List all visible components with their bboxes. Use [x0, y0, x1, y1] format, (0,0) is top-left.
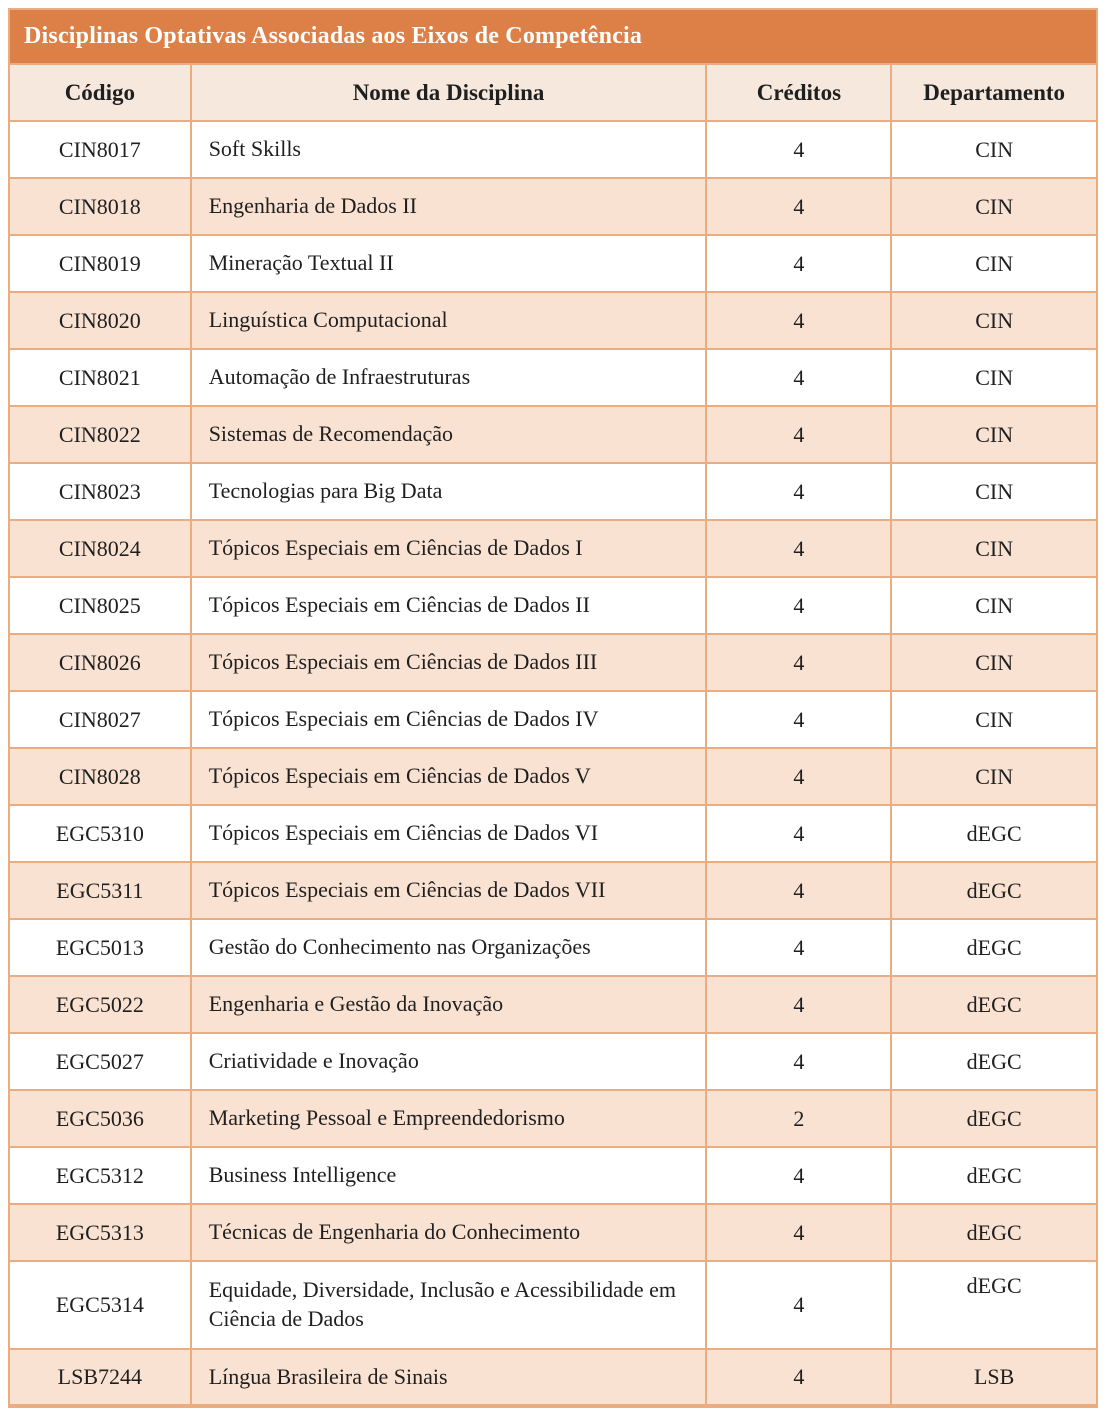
cell-departamento: CIN — [891, 520, 1097, 577]
column-header-creditos: Créditos — [706, 64, 891, 121]
cell-nome: Gestão do Conhecimento nas Organizações — [191, 919, 707, 976]
cell-departamento: CIN — [891, 349, 1097, 406]
cell-departamento: dEGC — [891, 1090, 1097, 1147]
cell-codigo: CIN8023 — [9, 463, 191, 520]
cell-creditos: 4 — [706, 691, 891, 748]
cell-departamento: CIN — [891, 292, 1097, 349]
cell-nome: Engenharia e Gestão da Inovação — [191, 976, 707, 1033]
cell-codigo: EGC5310 — [9, 805, 191, 862]
table-row — [9, 1261, 1097, 1349]
table-row — [9, 691, 1097, 748]
cell-departamento: LSB — [891, 1349, 1097, 1406]
cell-nome: Business Intelligence — [191, 1147, 707, 1204]
cell-codigo: EGC5311 — [9, 862, 191, 919]
table-row — [9, 178, 1097, 235]
cell-departamento: dEGC — [891, 805, 1097, 862]
cell-departamento: CIN — [891, 235, 1097, 292]
cell-creditos: 4 — [706, 862, 891, 919]
cell-nome: Marketing Pessoal e Empreendedorismo — [191, 1090, 707, 1147]
table-row — [9, 862, 1097, 919]
cell-codigo: LSB7244 — [9, 1349, 191, 1406]
cell-nome: Língua Brasileira de Sinais — [191, 1349, 707, 1406]
table-row — [9, 121, 1097, 178]
cell-creditos: 4 — [706, 178, 891, 235]
cell-departamento: CIN — [891, 121, 1097, 178]
table-row — [9, 349, 1097, 406]
cell-nome: Mineração Textual II — [191, 235, 707, 292]
table-row — [9, 1349, 1097, 1406]
cell-departamento: dEGC — [891, 862, 1097, 919]
column-header-nome: Nome da Disciplina — [191, 64, 707, 121]
table-row — [9, 805, 1097, 862]
cell-nome: Tópicos Especiais em Ciências de Dados III — [191, 634, 707, 691]
cell-departamento: dEGC — [891, 919, 1097, 976]
cell-nome: Tópicos Especiais em Ciências de Dados II — [191, 577, 707, 634]
cell-nome: Tópicos Especiais em Ciências de Dados VII — [191, 862, 707, 919]
table-row — [9, 1204, 1097, 1261]
cell-nome: Tópicos Especiais em Ciências de Dados VI — [191, 805, 707, 862]
cell-codigo: CIN8019 — [9, 235, 191, 292]
cell-nome: Sistemas de Recomendação — [191, 406, 707, 463]
cell-departamento: CIN — [891, 691, 1097, 748]
cell-codigo: EGC5022 — [9, 976, 191, 1033]
cell-creditos: 4 — [706, 235, 891, 292]
table-row — [9, 919, 1097, 976]
cell-departamento: CIN — [891, 748, 1097, 805]
table-row — [9, 406, 1097, 463]
table-title-row — [9, 9, 1097, 64]
cell-creditos: 2 — [706, 1090, 891, 1147]
table-row — [9, 292, 1097, 349]
cell-creditos: 4 — [706, 1204, 891, 1261]
cell-codigo: CIN8021 — [9, 349, 191, 406]
cell-codigo: CIN8020 — [9, 292, 191, 349]
cell-creditos: 4 — [706, 1033, 891, 1090]
cell-departamento: dEGC — [891, 1261, 1097, 1349]
cell-creditos: 4 — [706, 748, 891, 805]
table-row — [9, 1033, 1097, 1090]
cell-nome: Técnicas de Engenharia do Conhecimento — [191, 1204, 707, 1261]
cell-nome: Tópicos Especiais em Ciências de Dados I — [191, 520, 707, 577]
column-header-departamento: Departamento — [891, 64, 1097, 121]
cell-codigo: EGC5312 — [9, 1147, 191, 1204]
table-row — [9, 748, 1097, 805]
cell-creditos: 4 — [706, 406, 891, 463]
cell-departamento: dEGC — [891, 976, 1097, 1033]
cell-departamento: dEGC — [891, 1204, 1097, 1261]
cell-creditos: 4 — [706, 463, 891, 520]
cell-nome: Criatividade e Inovação — [191, 1033, 707, 1090]
table-row — [9, 634, 1097, 691]
cell-codigo: EGC5036 — [9, 1090, 191, 1147]
cell-creditos: 4 — [706, 121, 891, 178]
cell-creditos: 4 — [706, 976, 891, 1033]
cell-departamento: CIN — [891, 463, 1097, 520]
cell-creditos: 4 — [706, 634, 891, 691]
table-row — [9, 1090, 1097, 1147]
cell-nome: Automação de Infraestruturas — [191, 349, 707, 406]
cell-codigo: CIN8027 — [9, 691, 191, 748]
cell-creditos: 4 — [706, 349, 891, 406]
cell-codigo: CIN8022 — [9, 406, 191, 463]
cell-codigo: CIN8018 — [9, 178, 191, 235]
cell-nome: Engenharia de Dados II — [191, 178, 707, 235]
cell-nome: Linguística Computacional — [191, 292, 707, 349]
cell-departamento: CIN — [891, 577, 1097, 634]
table-row — [9, 463, 1097, 520]
table-row — [9, 976, 1097, 1033]
table-title: Disciplinas Optativas Associadas aos Eixos de Competência — [9, 9, 1097, 64]
cell-creditos: 4 — [706, 805, 891, 862]
cell-codigo: CIN8028 — [9, 748, 191, 805]
cell-codigo: CIN8025 — [9, 577, 191, 634]
cell-codigo: EGC5313 — [9, 1204, 191, 1261]
cell-creditos: 4 — [706, 520, 891, 577]
table-row — [9, 520, 1097, 577]
cell-departamento: dEGC — [891, 1033, 1097, 1090]
column-header-codigo: Código — [9, 64, 191, 121]
cell-nome: Tópicos Especiais em Ciências de Dados V — [191, 748, 707, 805]
cell-creditos: 4 — [706, 577, 891, 634]
cell-codigo: EGC5314 — [9, 1261, 191, 1349]
cell-creditos: 4 — [706, 1349, 891, 1406]
cell-departamento: CIN — [891, 406, 1097, 463]
cell-codigo: CIN8026 — [9, 634, 191, 691]
cell-departamento: dEGC — [891, 1147, 1097, 1204]
table-body — [9, 121, 1097, 1406]
table-row — [9, 235, 1097, 292]
cell-creditos: 4 — [706, 292, 891, 349]
table-header-row — [9, 64, 1097, 121]
cell-nome: Tecnologias para Big Data — [191, 463, 707, 520]
table-row — [9, 577, 1097, 634]
optional-courses-table — [8, 8, 1098, 1408]
table-row — [9, 1147, 1097, 1204]
cell-creditos: 4 — [706, 919, 891, 976]
cell-departamento: CIN — [891, 178, 1097, 235]
cell-nome: Soft Skills — [191, 121, 707, 178]
cell-codigo: EGC5027 — [9, 1033, 191, 1090]
cell-nome: Tópicos Especiais em Ciências de Dados IV — [191, 691, 707, 748]
cell-creditos: 4 — [706, 1147, 891, 1204]
cell-nome: Equidade, Diversidade, Inclusão e Acessibilidade em Ciência de Dados — [191, 1261, 707, 1349]
cell-creditos: 4 — [706, 1261, 891, 1349]
cell-codigo: CIN8024 — [9, 520, 191, 577]
cell-departamento: CIN — [891, 634, 1097, 691]
cell-codigo: EGC5013 — [9, 919, 191, 976]
cell-codigo: CIN8017 — [9, 121, 191, 178]
